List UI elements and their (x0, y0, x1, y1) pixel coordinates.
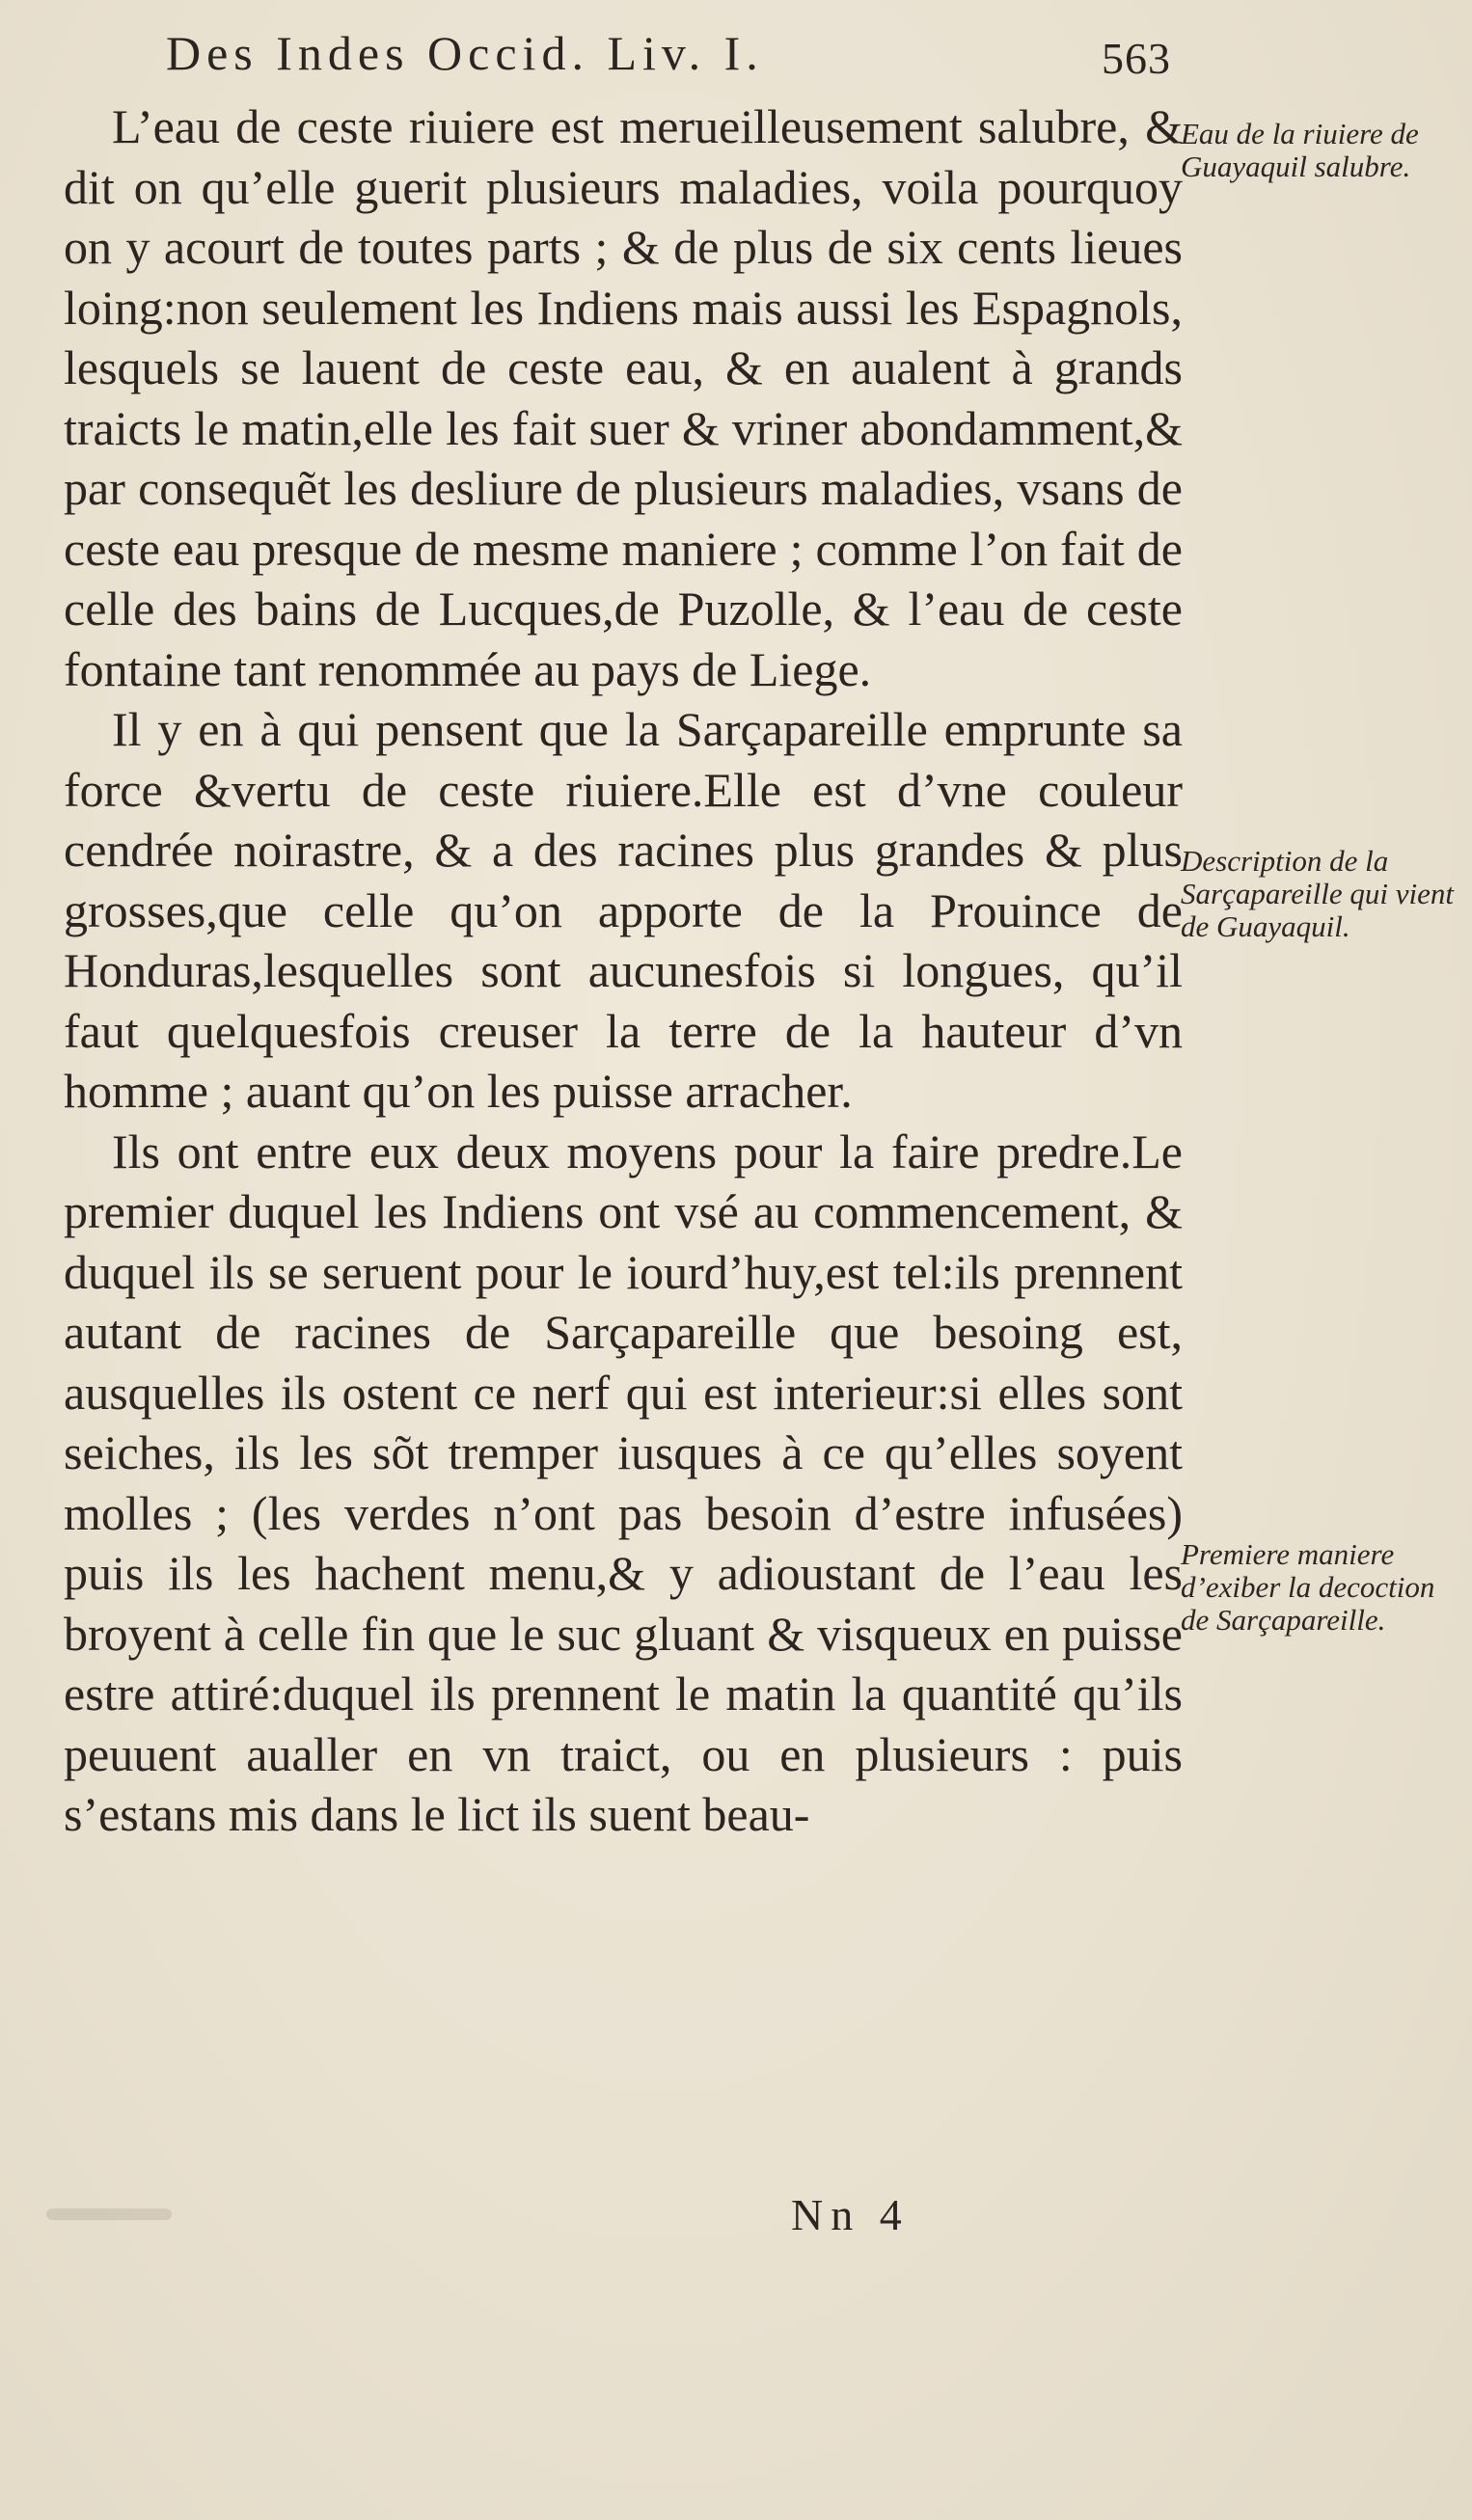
signature-mark: Nn 4 (791, 2190, 910, 2239)
marginal-note-3: Premiere maniere d’exiber la decoction de Sarçapareille. (1181, 1537, 1435, 1637)
paragraph-3: Ils ont entre eux deux moyens pour la faire predre.Le premier duquel les Indiens ont vsé au commencement, & duquel ils se seruent pour le iourd’huy,est tel:ils prennent autant de racines de Sarçapareille que besoing est, ausquelles ils ostent ce nerf qui est interieur:si elles sont seiches, ils les sõt tremper iusques à ce qu’elles soyent molles ; (les verdes n’ont pas besoin d’estre infusées) puis ils les hachent menu,& y adioustant de l’eau les broyent à celle fin que le suc gluant & visqueux en puisse estre attiré:duquel ils prennent le matin la quantité qu’ils peuuent aualler en vn traict, ou en plusieurs : puis s’estans mis dans le lict ils suent beau- (64, 1124, 1183, 1841)
marginal-note-2: Description de la Sarçapareille qui vient de Guayaquil. (1181, 844, 1454, 943)
paragraph-2: Il y en à qui pensent que la Sarçapareille emprunte sa force &vertu de ceste riuiere.Elle est d’vne couleur cendrée noirastre, & a des racines plus grandes & plus grosses,que celle qu’on apporte de la Prouince de Honduras,lesquelles sont aucunesfois si longues, qu’il faut quelquesfois creuser la terre de la hauteur d’vn homme ; auant qu’on les puisse arracher. (64, 702, 1183, 1118)
page-number: 563 (1102, 34, 1171, 83)
main-text (64, 96, 1183, 1845)
marginal-note-1: Eau de la riuiere de Guayaquil salubre. (1181, 117, 1419, 183)
running-head: Des Indes Occid. Liv. I. (166, 26, 764, 80)
paragraph-1: L’eau de ceste riuiere est merueilleusement salubre, & dit on qu’elle guerit plusieurs maladies, voila pourquoy on y acourt de toutes parts ; & de plus de six cents lieues loing:non seulement les Indiens mais aussi les Espagnols, lesquels se lauent de ceste eau, & en aualent à grands traicts le matin,elle les fait suer & vriner abondamment,& par consequẽt les desliure de plusieurs maladies, vsans de ceste eau presque de mesme maniere ; comme l’on fait de celle des bains de Lucques,de Puzolle, & l’eau de ceste fontaine tant renommée au pays de Liege. (64, 99, 1183, 696)
page-header (166, 25, 1188, 93)
ink-smudge (46, 2208, 172, 2220)
